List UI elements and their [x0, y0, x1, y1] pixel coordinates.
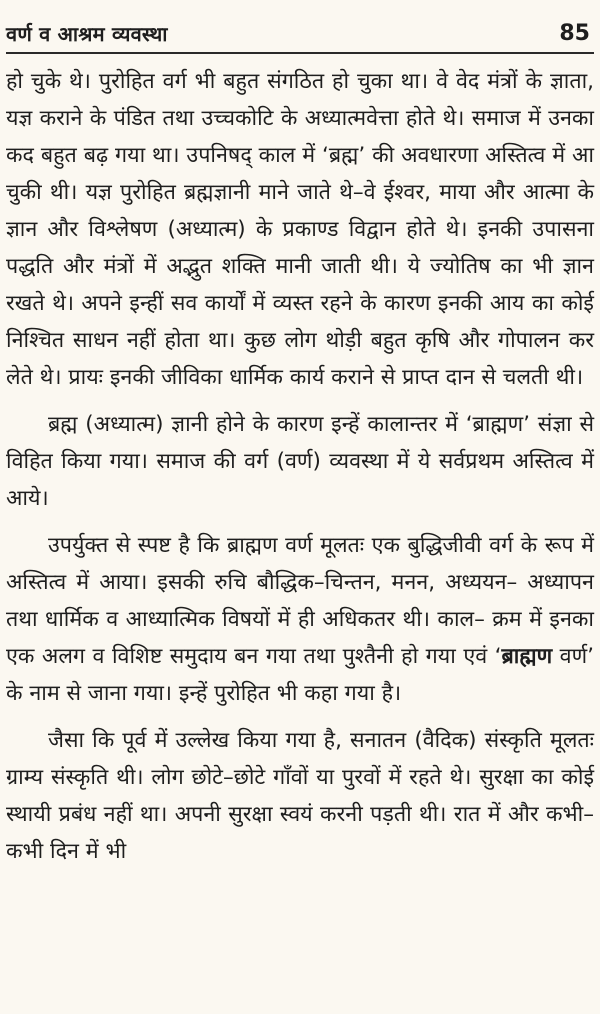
paragraph-3-text-a: उपर्युक्त से स्पष्ट है कि ब्राह्मण वर्ण मूलतः एक बुद्धिजीवी वर्ग के रूप में अस्तित्व में आया। इसकी रुचि बौद्धिक–चिन्तन, मनन, अध्ययन– अध्यापन तथा धार्मिक व आध्यात्मिक विषयों में ही अधिकतर थी। काल– क्रम में इनका एक अलग व विशिष्ट समुदाय बन गया तथा पुश्तैनी हो गया एवं ‘	[6, 533, 594, 669]
page-number: 85	[559, 21, 590, 46]
running-header	[6, 12, 594, 54]
chapter-title: वर्ण व आश्रम व्यवस्था	[6, 22, 168, 46]
page-body	[6, 63, 594, 870]
paragraph-2: ब्रह्म (अध्यात्म) ज्ञानी होने के कारण इन्हें कालान्तर में ‘ब्राह्मण’ संज्ञा से विहित किया गया। समाज की वर्ग (वर्ण) व्यवस्था में ये सर्वप्रथम अस्तित्व में आये।	[6, 412, 594, 511]
bold-term-brahman: ब्राह्मण	[501, 644, 553, 669]
paragraph-1: हो चुके थे। पुरोहित वर्ग भी बहुत संगठित हो चुका था। वे वेद मंत्रों के ज्ञाता, यज्ञ कराने के पंडित तथा उच्चकोटि के अध्यात्मवेत्ता होते थे। समाज में उनका कद बहुत बढ़ गया था। उपनिषद् काल में ‘ब्रह्म’ की अवधारणा अस्तित्व में आ चुकी थी। यज्ञ पुरोहित ब्रह्मज्ञानी माने जाते थे–वे ईश्वर, माया और आत्मा के ज्ञान और विश्लेषण (अध्यात्म) के प्रकाण्ड विद्वान होते थे। इनकी उपासना पद्धति और मंत्रों में अद्भुत शक्ति मानी जाती थी। ये ज्योतिष का भी ज्ञान रखते थे। अपने इन्हीं सव कार्यों में व्यस्त रहने के कारण इनकी आय का कोई निश्चित साधन नहीं होता था। कुछ लोग थोड़ी बहुत कृषि और गोपालन कर लेते थे। प्रायः इनकी जीविका धार्मिक कार्य कराने से प्राप्त दान से चलती थी।	[6, 69, 594, 390]
paragraph-4: जैसा कि पूर्व में उल्लेख किया गया है, सनातन (वैदिक) संस्कृति मूलतः ग्राम्य संस्कृति थी। लोग छोटे–छोटे गाँवों या पुरवों में रहते थे। सुरक्षा का कोई स्थायी प्रबंध नहीं था। अपनी सुरक्षा स्वयं करनी पड़ती थी। रात में और कभी–कभी दिन में भी	[6, 728, 594, 864]
paragraph-3-text-b: वर्ण’ के नाम से जाना गया। इन्हें पुरोहित भी कहा गया है।	[6, 644, 594, 706]
paragraph-3	[6, 527, 594, 712]
